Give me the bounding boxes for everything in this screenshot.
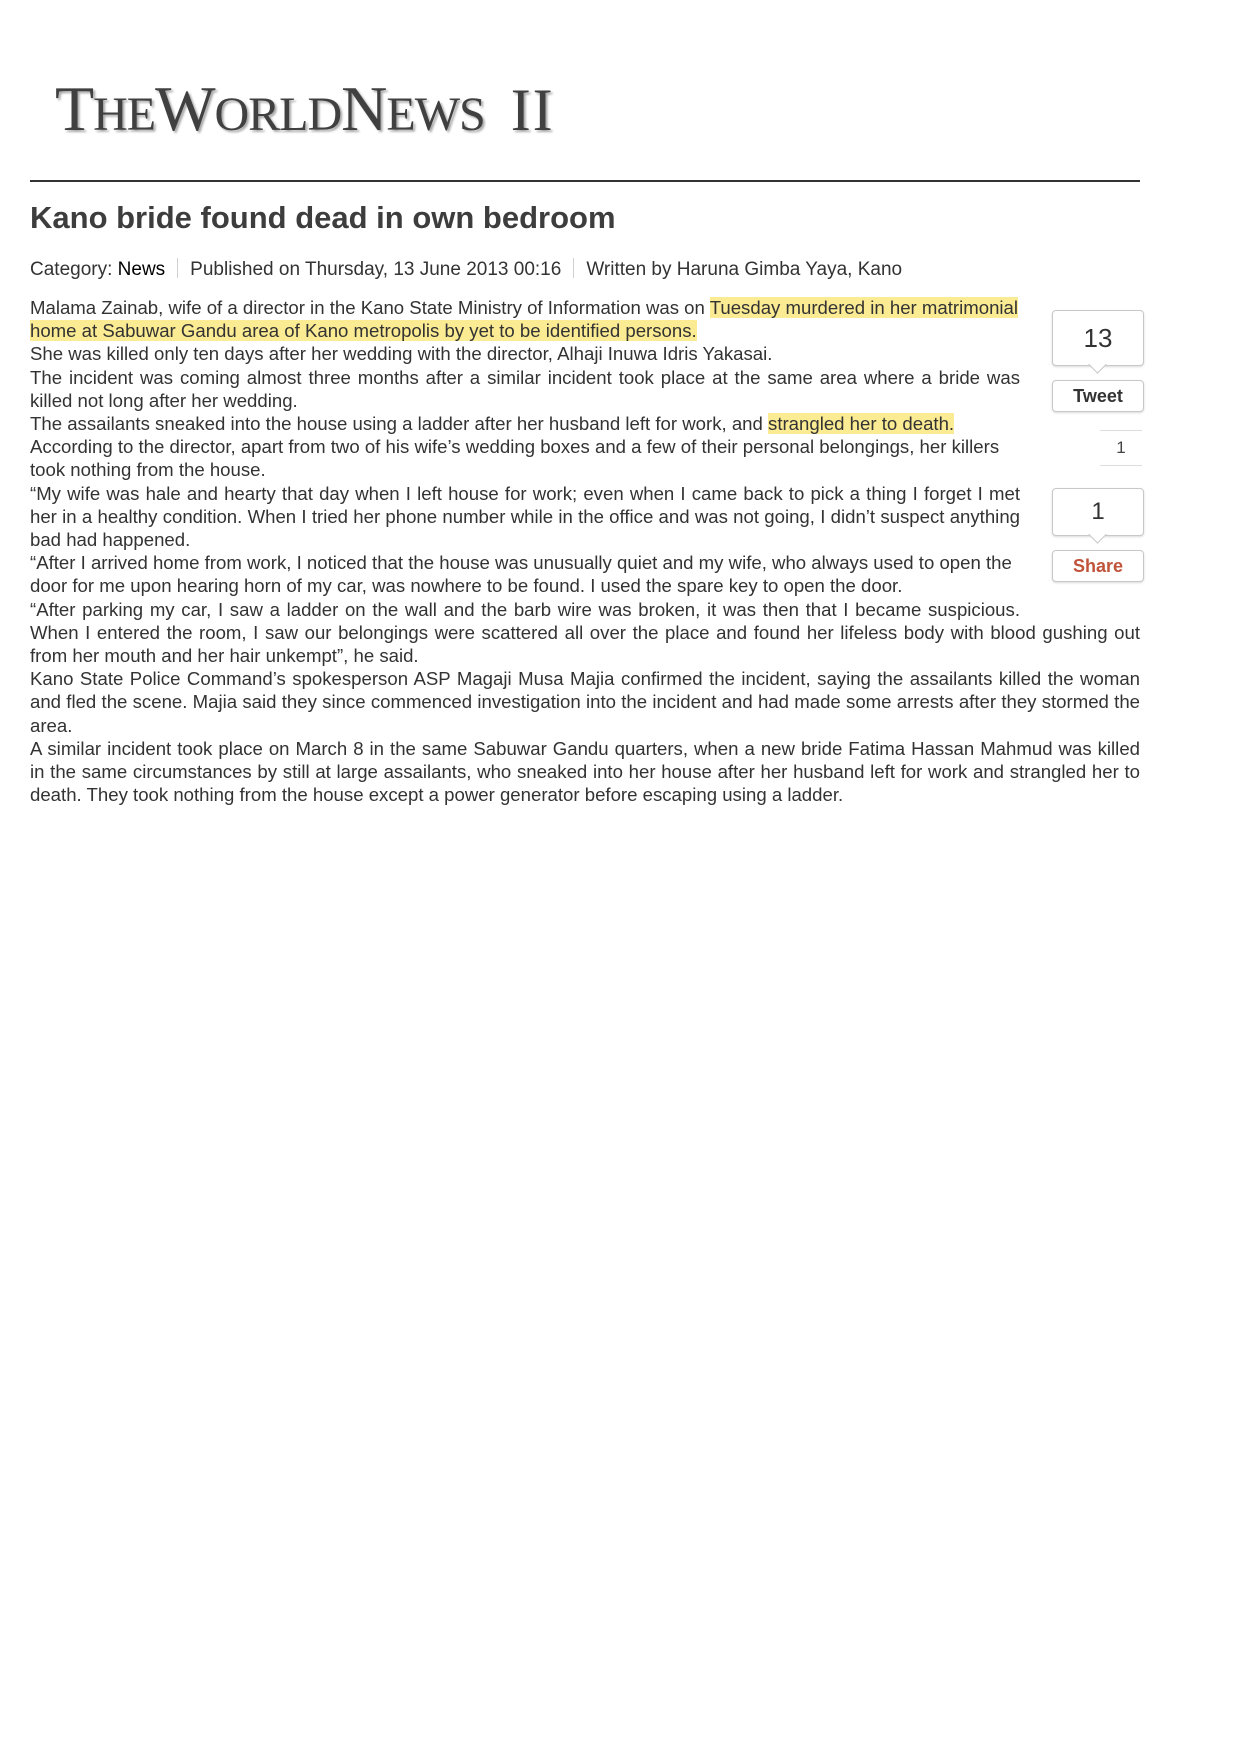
paragraph (30, 296, 1140, 342)
paragraph-text: The assailants sneaked into the house using a ladder after her husband left for work, and (30, 413, 769, 435)
share-button[interactable]: Share (1052, 550, 1144, 582)
article-title: Kano bride found dead in own bedroom (30, 200, 616, 235)
paragraph: “My wife was hale and hearty that day when I left house for work; even when I came back to pick a thing I forget I met her in a healthy condition. When I tried her phone number while in the office and was not going, I didn’t suspect anything bad had happened. (30, 482, 1020, 551)
tweet-count-bubble: 13 (1052, 310, 1144, 366)
logo-letter: N (341, 73, 387, 144)
paragraph (30, 412, 1140, 435)
paragraph: “After parking my car, I saw a ladder on the wall and the barb wire was broken, it was then that I became suspicious. When I entered the room, I saw our belongings were scattered all over the place and found her lifeless body with blood gushing out from her mouth and her hair unkempt”, he said. (30, 598, 1140, 667)
logo-letters: ORLD (214, 88, 342, 141)
header-divider (30, 180, 1140, 182)
logo-letter: T (55, 73, 94, 144)
article-body (30, 296, 1140, 806)
logo-letters: HE (93, 88, 156, 141)
meta-separator (573, 258, 574, 278)
paragraph: The incident was coming almost three months after a similar incident took place at the same area where a bride was killed not long after her wedding. (30, 366, 1020, 411)
meta-separator (177, 258, 178, 278)
author-byline: Written by Haruna Gimba Yaya, Kano (586, 259, 903, 280)
logo-letter: W (155, 73, 215, 144)
share-count-bubble: 1 (1052, 488, 1144, 536)
paragraph: Kano State Police Command’s spokesperson ASP Magaji Musa Majia confirmed the incident, saying the assailants killed the woman and fled the scene. Majia said they since commenced investigation into the incident and had made some arrests after they stormed the area. (30, 668, 1140, 736)
paragraph: According to the director, apart from two of his wife’s wedding boxes and a few of their personal belongings, her killers took nothing from the house. (30, 436, 1000, 481)
plusone-count: 1 (1100, 430, 1142, 466)
highlighted-text: strangled her to death. (768, 413, 955, 435)
paragraph: She was killed only ten days after her wedding with the director, Alhaji Inuwa Idris Yakasai. (30, 343, 773, 365)
logo-roman-numeral: II (510, 77, 555, 143)
site-logo[interactable] (55, 72, 555, 142)
social-share-panel (1040, 310, 1140, 600)
highlighted-text: Tuesday murdered in her matrimonial home at Sabuwar Gandu area of Kano metropolis by yet to be identified persons. (30, 297, 1019, 342)
category-link[interactable]: News (117, 259, 166, 280)
paragraph: A similar incident took place on March 8 in the same Sabuwar Gandu quarters, when a new bride Fatima Hassan Mahmud was killed in the same circumstances by still at large assailants, who sneaked into her house after her husband left for work and strangled her to death. They took nothing from the house except a power generator before escaping using a ladder. (30, 737, 1140, 806)
published-date: Published on Thursday, 13 June 2013 00:16 (190, 259, 562, 280)
tweet-button[interactable]: Tweet (1052, 380, 1144, 412)
paragraph: “After I arrived home from work, I noticed that the house was unusually quiet and my wife, who always used to open the door for me upon hearing horn of my car, was nowhere to be found. I used the spare key to open the door. (30, 552, 1012, 597)
logo-letters: EWS (386, 88, 485, 141)
article-meta (30, 258, 902, 281)
category-label: Category: (30, 259, 113, 280)
paragraph-text: Malama Zainab, wife of a director in the Kano State Ministry of Information was on (30, 297, 710, 318)
